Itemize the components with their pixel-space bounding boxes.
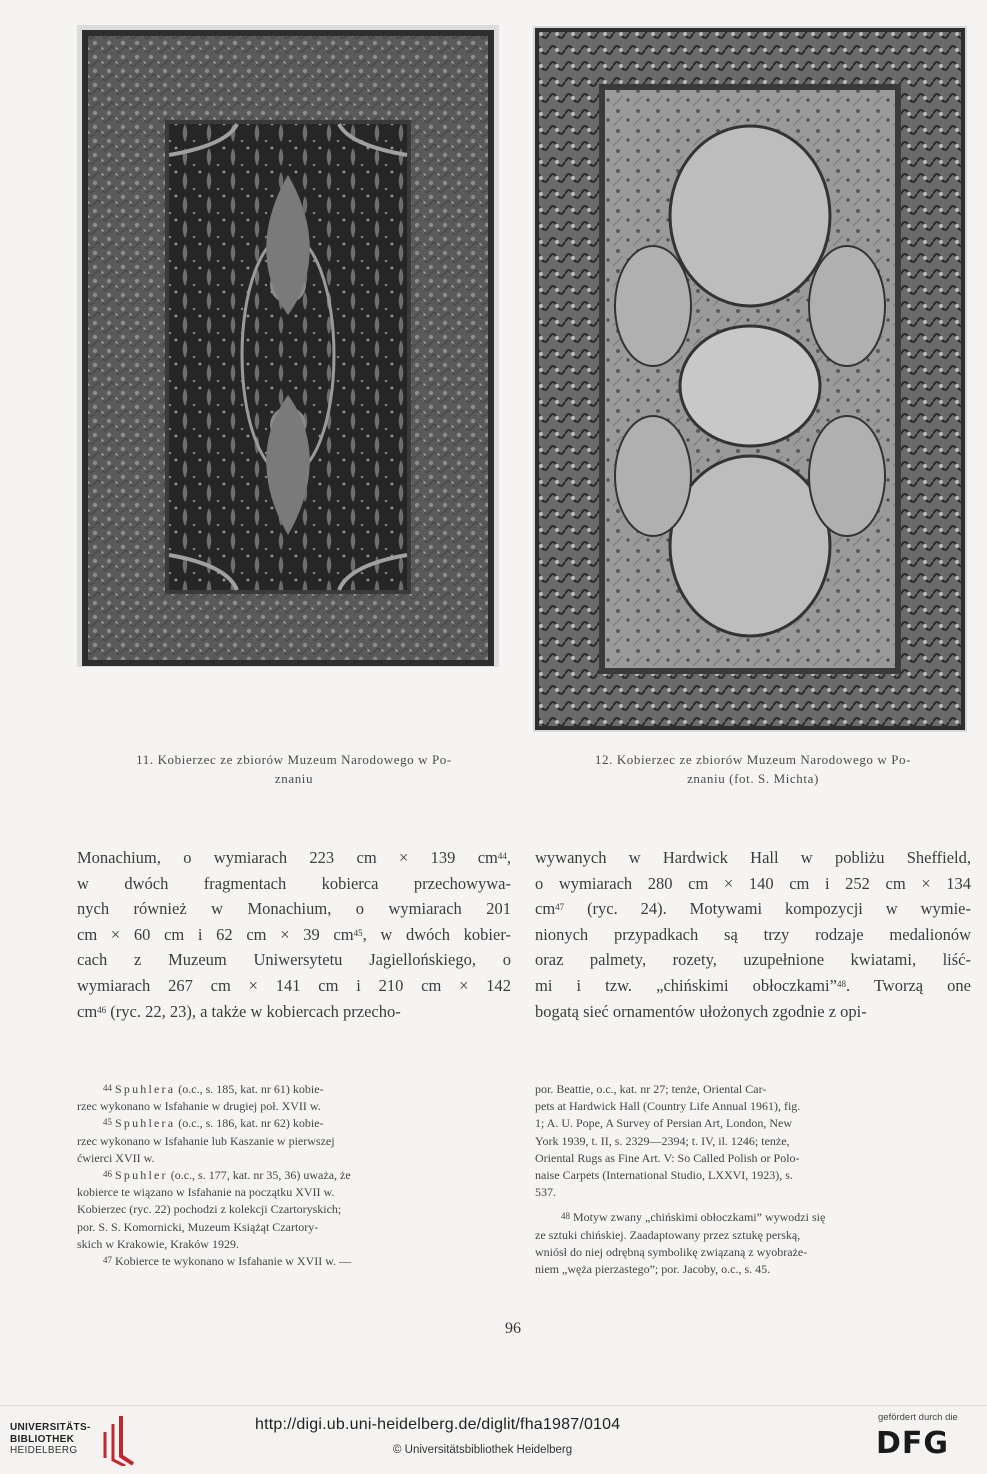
footnote-text: Kobierce te wykonano w Isfahanie w XVII w. — (115, 1254, 352, 1269)
footnote-text: (o.c., s. 177, kat. nr 35, 36) uważa, że (167, 1168, 351, 1183)
footnote-line (77, 1115, 511, 1132)
figure-11-carpet-photo (77, 25, 499, 667)
footnote-line: naise Carpets (International Studio, LXXVI, 1923), s. (535, 1168, 793, 1183)
footnote-number: 47 (103, 1255, 112, 1266)
footnotes-right (535, 1081, 971, 1278)
copyright-notice: © Universitätsbibliothek Heidelberg (393, 1444, 573, 1456)
footnote-number: 46 (103, 1169, 112, 1180)
ub-heidelberg-logo-text (10, 1422, 91, 1457)
logo-line: BIBLIOTHEK (10, 1433, 75, 1445)
footnote-number: 44 (103, 1083, 112, 1093)
footnotes-left (77, 1081, 511, 1270)
body-line (77, 871, 511, 897)
caption-line: 12. Kobierzec ze zbiorów Muzeum Narodowego w Po- (594, 752, 912, 767)
footnote-line (77, 1167, 511, 1184)
footnote-line: Oriental Rugs as Fine Art. V: So Called Polish or Polo- (535, 1150, 800, 1165)
body-text: cm × 60 cm i 62 cm × 39 cm (77, 924, 354, 944)
ub-logo-icon (99, 1414, 139, 1466)
body-text: (ryc. 24). Motywami kompozycji w wymie- (564, 899, 971, 919)
figure-12-carpet-photo (533, 26, 967, 732)
body-line (535, 922, 971, 948)
body-text: . Tworzą one (845, 975, 971, 995)
footnote-ref: 48 (836, 978, 846, 989)
footnote-line: 1; A. U. Pope, A Survey of Persian Art, London, New (535, 1116, 792, 1131)
body-text: (ryc. 22, 23), a także w kobiercach przecho- (106, 1001, 401, 1021)
body-text: Monachium, o wymiarach 223 cm × 139 cm (77, 848, 498, 867)
body-line (77, 947, 511, 973)
body-line (535, 999, 971, 1025)
body-text: w dwóch fragmentach kobierca przechowywa- (77, 873, 511, 893)
footnote-line: rzec wykonano w Isfahanie w drugiej poł. XVII w. (77, 1099, 321, 1114)
footnote-line (77, 1253, 511, 1270)
body-line (535, 973, 971, 999)
body-text: cm (77, 1001, 98, 1021)
body-line (77, 973, 511, 999)
body-text: mi i tzw. „chińskimi obłoczkami” (535, 975, 837, 995)
footnote-line (77, 1081, 511, 1098)
footnote-ref: 47 (555, 902, 565, 913)
caption-line: znaniu (274, 771, 314, 786)
body-text: cm (535, 899, 556, 919)
footnote-line: Kobierzec (ryc. 22) pochodzi z kolekcji Czartoryskich; (77, 1202, 342, 1217)
body-line (77, 922, 511, 948)
footnote-line: kobierce te wiązano w Isfahanie na początku XVII w. (77, 1185, 335, 1200)
footnote-author: Spuhlera (115, 1116, 176, 1131)
body-text: wymiarach 267 cm × 141 cm i 210 cm × 142 (77, 975, 511, 995)
footnote-line: skich w Krakowie, Kraków 1929. (77, 1236, 239, 1251)
figure-11-caption (77, 750, 511, 788)
footnote-line (535, 1261, 971, 1278)
body-line (535, 871, 971, 897)
footnote-number: 45 (103, 1117, 112, 1128)
dfg-logo: DFG (876, 1426, 950, 1461)
logo-line: UNIVERSITÄTS- (10, 1422, 91, 1433)
footnote-line: por. Beattie, o.c., kat. nr 27; tenże, Oriental Car- (535, 1082, 767, 1096)
footnote-text: (o.c., s. 185, kat. nr 61) kobie- (175, 1082, 324, 1096)
permalink-url[interactable]: http://digi.ub.uni-heidelberg.de/diglit/fha1987/0104 (255, 1416, 621, 1433)
footnote-line: York 1939, t. II, s. 2329—2394; t. IV, il. 1246; tenże, (535, 1133, 790, 1148)
page-number: 96 (505, 1320, 521, 1337)
body-text: oraz palmety, rozety, uzupełnione kwiatami, liść- (535, 950, 971, 970)
footnote-text: (o.c., s. 186, kat. nr 62) kobie- (175, 1116, 324, 1131)
footnote-line: 537. (535, 1185, 556, 1200)
body-line (77, 999, 511, 1025)
digitization-footer (0, 1405, 987, 1474)
body-text: nionych przypadkach są trzy rodzaje medalionów (535, 924, 971, 944)
footnote-number: 48 (561, 1211, 570, 1222)
logo-line: HEIDELBERG (10, 1445, 78, 1456)
body-column-right (535, 845, 971, 1024)
body-text: nych również w Monachium, o wymiarach 201 (77, 899, 511, 919)
footnote-line: rzec wykonano w Isfahanie lub Kaszanie w pierwszej (77, 1133, 335, 1148)
footnote-text: niem „węża pierzastego”; por. Jacoby, o.c., s. 45. (535, 1262, 771, 1277)
footnote-text: wniósł do niej odrębną symbolikę związaną z wyobraże- (535, 1244, 808, 1259)
sponsor-label: gefördert durch die (878, 1412, 958, 1423)
body-text: wywanych w Hardwick Hall w pobliżu Sheffield, (535, 848, 971, 867)
footnote-line: pets at Hardwick Hall (Country Life Annual 1961), fig. (535, 1099, 801, 1114)
footnote-line (535, 1227, 971, 1244)
footnote-line (535, 1244, 971, 1261)
body-line (535, 947, 971, 973)
footnote-ref: 44 (497, 851, 507, 861)
body-line (535, 896, 971, 922)
figure-12-caption (535, 750, 971, 788)
body-text: o wymiarach 280 cm × 140 cm i 252 cm × 134 (535, 873, 971, 893)
body-text: bogatą sieć ornamentów ułożonych zgodnie z opi- (535, 1001, 867, 1021)
footnote-line: por. S. S. Komornicki, Muzeum Książąt Czartory- (77, 1219, 319, 1234)
caption-line: 11. Kobierzec ze zbiorów Muzeum Narodowego w Po- (136, 752, 452, 767)
caption-line: znaniu (fot. S. Michta) (687, 771, 819, 786)
body-line (77, 845, 511, 871)
footnote-line (535, 1209, 971, 1226)
body-text: cach z Muzeum Uniwersytetu Jagiellońskiego, o (77, 950, 511, 970)
footnote-text: ze sztuki chińskiej. Zaadaptowany przez sztukę perską, (535, 1227, 801, 1242)
footnote-text: Motyw zwany „chińskimi obłoczkami” wywodzi się (573, 1210, 826, 1225)
body-text: , w dwóch kobier- (362, 924, 511, 944)
body-text: , (506, 848, 511, 867)
footnote-author: Spuhler (115, 1168, 168, 1183)
body-column-left (77, 845, 511, 1024)
footnote-ref: 45 (353, 927, 363, 938)
footnote-ref: 46 (97, 1004, 107, 1015)
footnote-author: Spuhlera (115, 1082, 176, 1096)
footnote-line: ćwierci XVII w. (77, 1150, 155, 1165)
body-line (535, 845, 971, 871)
body-line (77, 896, 511, 922)
